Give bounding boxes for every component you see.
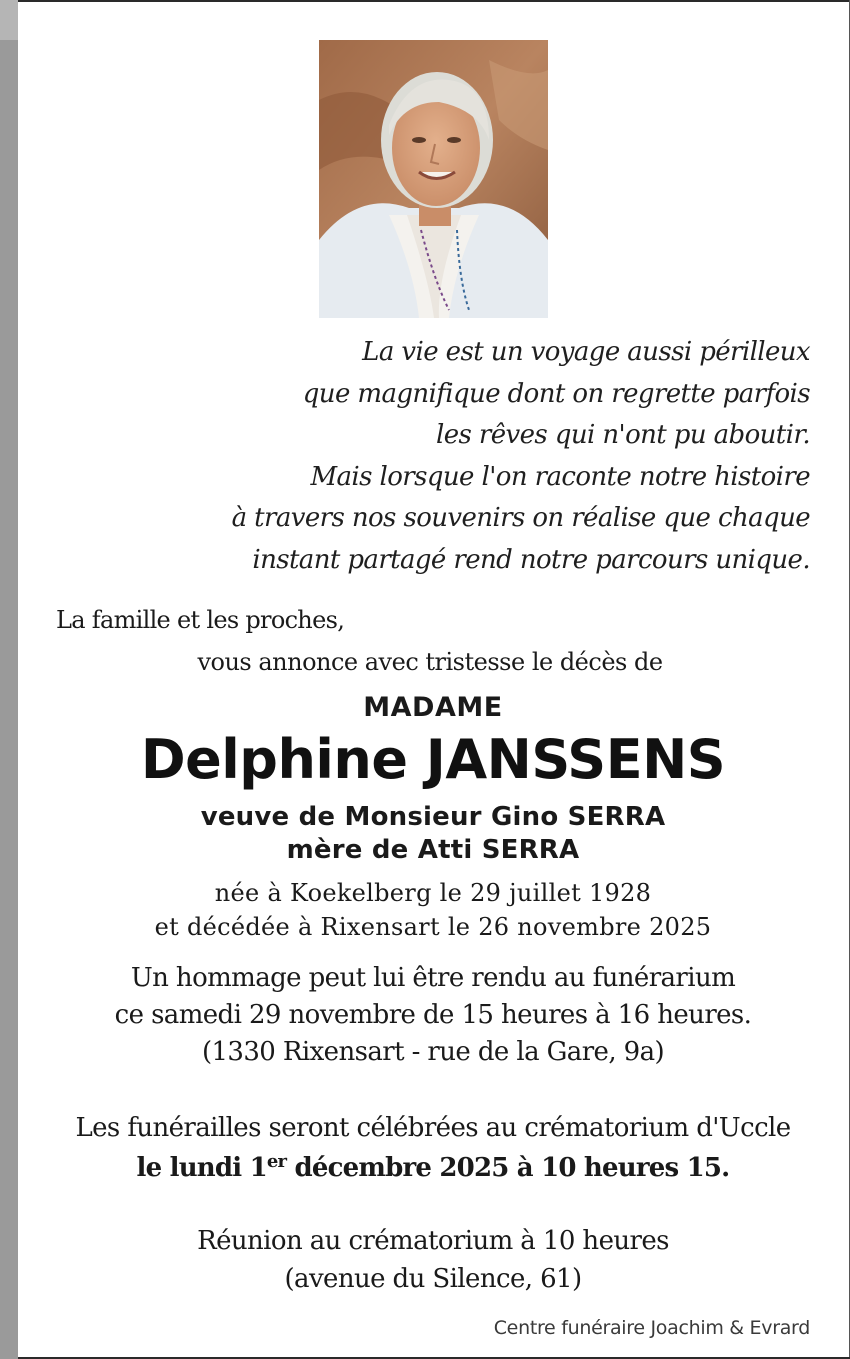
- death-info: et décédée à Rixensart le 26 novembre 2025: [154, 913, 712, 941]
- family-heading: La famille et les proches,: [56, 606, 345, 634]
- funeral-info: [0, 1108, 850, 1188]
- poem-line: Mais lorsque l'on raconte notre histoire: [310, 461, 810, 492]
- reunion-time: Réunion au crématorium à 10 heures: [197, 1226, 669, 1256]
- relation-mother: mère de Atti SERRA: [286, 835, 580, 865]
- reunion-info: [0, 1222, 850, 1298]
- poem-line: les rêves qui n'ont pu aboutir.: [436, 420, 810, 450]
- tribute-line: ce samedi 29 novembre de 15 heures à 16 heures.: [114, 1000, 752, 1030]
- relation-widow: veuve de Monsieur Gino SERRA: [200, 802, 666, 832]
- birth-info: née à Koekelberg le 29 juillet 1928: [214, 879, 652, 907]
- portrait-illustration: [319, 40, 548, 318]
- announcement-intro: vous annonce avec tristesse le décès de: [197, 648, 663, 676]
- tribute-address: (1330 Rixensart - rue de la Gare, 9a): [201, 1037, 665, 1067]
- tribute-info: [0, 960, 850, 1071]
- reunion-address: (avenue du Silence, 61): [284, 1264, 582, 1294]
- funeral-location: Les funérailles seront célébrées au crématorium d'Uccle: [75, 1113, 791, 1143]
- funeral-date-ordinal: er: [266, 1151, 287, 1172]
- top-border: [18, 0, 850, 2]
- honorific-title: MADAME: [363, 692, 503, 723]
- deceased-name: Delphine JANSSENS: [140, 728, 726, 791]
- poem-line: La vie est un voyage aussi périlleux: [362, 337, 810, 367]
- funeral-date: [0, 1148, 850, 1188]
- funeral-home-credit: Centre funéraire Joachim & Evrard: [493, 1317, 810, 1339]
- life-dates: [0, 876, 850, 944]
- poem-line: que magnifique dont on regrette parfois: [302, 378, 810, 409]
- tribute-line: Un hommage peut lui être rendu au funérarium: [130, 963, 736, 993]
- funeral-date-end: décembre 2025 à 10 heures 15.: [286, 1153, 730, 1183]
- portrait-photo: [319, 40, 548, 318]
- funeral-date-start: le lundi 1: [136, 1153, 267, 1183]
- poem-line: instant partagé rend notre parcours unique.: [252, 544, 810, 575]
- poem-line: à travers nos souvenirs on réalise que chaque: [231, 503, 810, 533]
- left-border-highlight: [0, 0, 18, 40]
- poem: [190, 332, 810, 581]
